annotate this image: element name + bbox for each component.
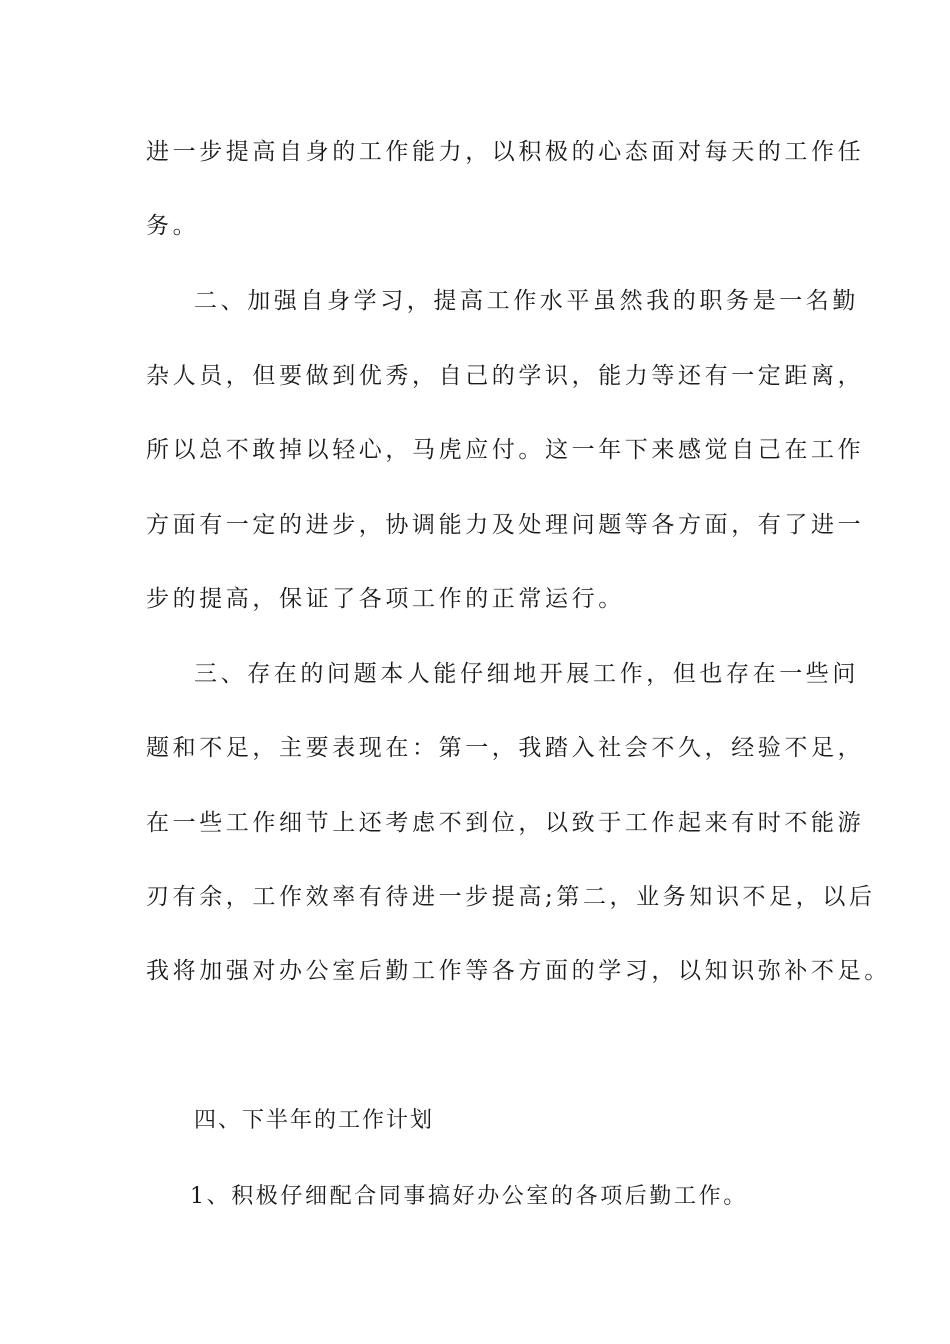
paragraph-3-line-3: 在一些工作细节上还考虑不到位，以致于工作起来有时不能游 (146, 810, 865, 836)
paragraph-2-line-1: 二、加强自身学习，提高工作水平虽然我的职务是一名勤 (194, 288, 859, 314)
paragraph-1-line-2: 务。 (146, 213, 200, 239)
paragraph-3-line-4: 刃有余，工作效率有待进一步提高;第二，业务知识不足，以后 (146, 884, 876, 910)
paragraph-1-line-1: 进一步提高自身的工作能力，以积极的心态面对每天的工作任 (146, 139, 865, 165)
section-heading: 四、下半年的工作计划 (194, 1108, 435, 1133)
paragraph-3-line-1: 三、存在的问题本人能仔细地开展工作，但也存在一些问 (194, 661, 859, 687)
paragraph-2-line-2: 杂人员，但要做到优秀，自己的学识，能力等还有一定距离， (146, 363, 865, 389)
paragraph-2-line-4: 方面有一定的进步，协调能力及处理问题等各方面，有了进一 (146, 512, 865, 538)
plan-list-item-1: 1、积极仔细配合同事搞好办公室的各项后勤工作。 (190, 1184, 748, 1209)
paragraph-2-line-5: 步的提高，保证了各项工作的正常运行。 (146, 586, 625, 612)
paragraph-2-line-3: 所以总不敢掉以轻心，马虎应付。这一年下来感觉自己在工作 (146, 437, 865, 463)
paragraph-3-line-5: 我将加强对办公室后勤工作等各方面的学习，以知识弥补不足。 (146, 958, 891, 984)
paragraph-3-line-2: 题和不足，主要表现在：第一，我踏入社会不久，经验不足， (146, 735, 865, 761)
